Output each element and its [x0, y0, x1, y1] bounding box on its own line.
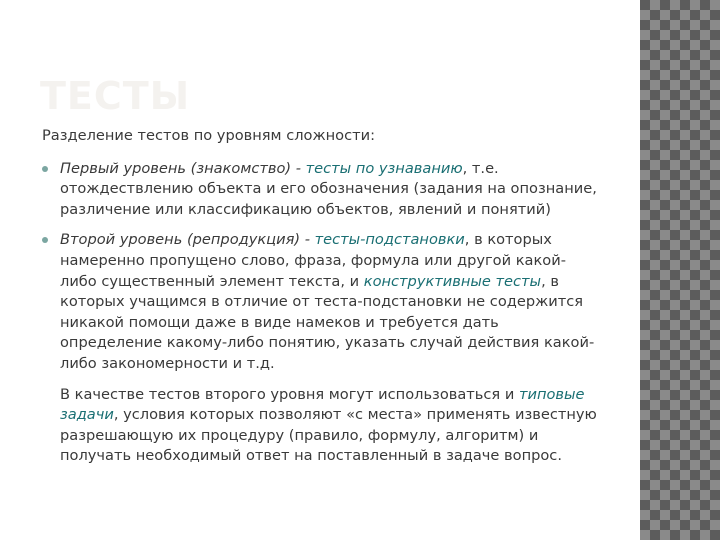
slide-content — [42, 126, 602, 467]
bullet-dot-icon — [42, 237, 48, 243]
closing-highlight: типовые задачи — [60, 385, 585, 424]
level-2-highlight: тесты-подстановки — [314, 231, 465, 249]
closing-paragraph — [42, 385, 602, 467]
level-2-lead: Второй уровень (репродукция) - — [60, 231, 315, 249]
level-1-lead: Первый уровень (знакомство) - — [60, 159, 306, 177]
closing-text-1: В качестве тестов второго уровня могут использоваться и — [60, 385, 519, 403]
level-2-description-1: , в которых намеренно пропущено слово, фраза, формула или другой какой-либо существенный элемент текста, и — [60, 231, 566, 290]
level-1-highlight: тесты по узнаванию — [305, 159, 463, 177]
level-2-description-2: , в которых учащимся в отличие от теста-подстановки не содержится никакой помощи даже в виде намеков и требуется дать определение какому-либо понятию, указать случай действия какой-либо закономерности и т.д. — [60, 272, 595, 372]
list-item-level-2 — [42, 230, 602, 374]
level-2-highlight-2: конструктивные тесты — [363, 272, 542, 290]
bullet-list — [42, 159, 602, 375]
closing-text-2: , условия которых позволяют «с места» применять известную разрешающую их процедуру (правило, формулу, алгоритм) и получать необходимый ответ на поставленный в задаче вопрос. — [60, 406, 597, 465]
slide-title: ТЕСТЫ — [40, 74, 191, 118]
level-1-description: , т.е. отождествлению объекта и его обозначения (задания на опознание, различение или классификацию объектов, явлений и понятий) — [60, 159, 597, 218]
bullet-dot-icon — [42, 166, 48, 172]
list-item-level-1 — [42, 159, 602, 221]
intro-text: Разделение тестов по уровням сложности: — [42, 127, 376, 144]
decorative-pattern-strip — [640, 0, 720, 540]
